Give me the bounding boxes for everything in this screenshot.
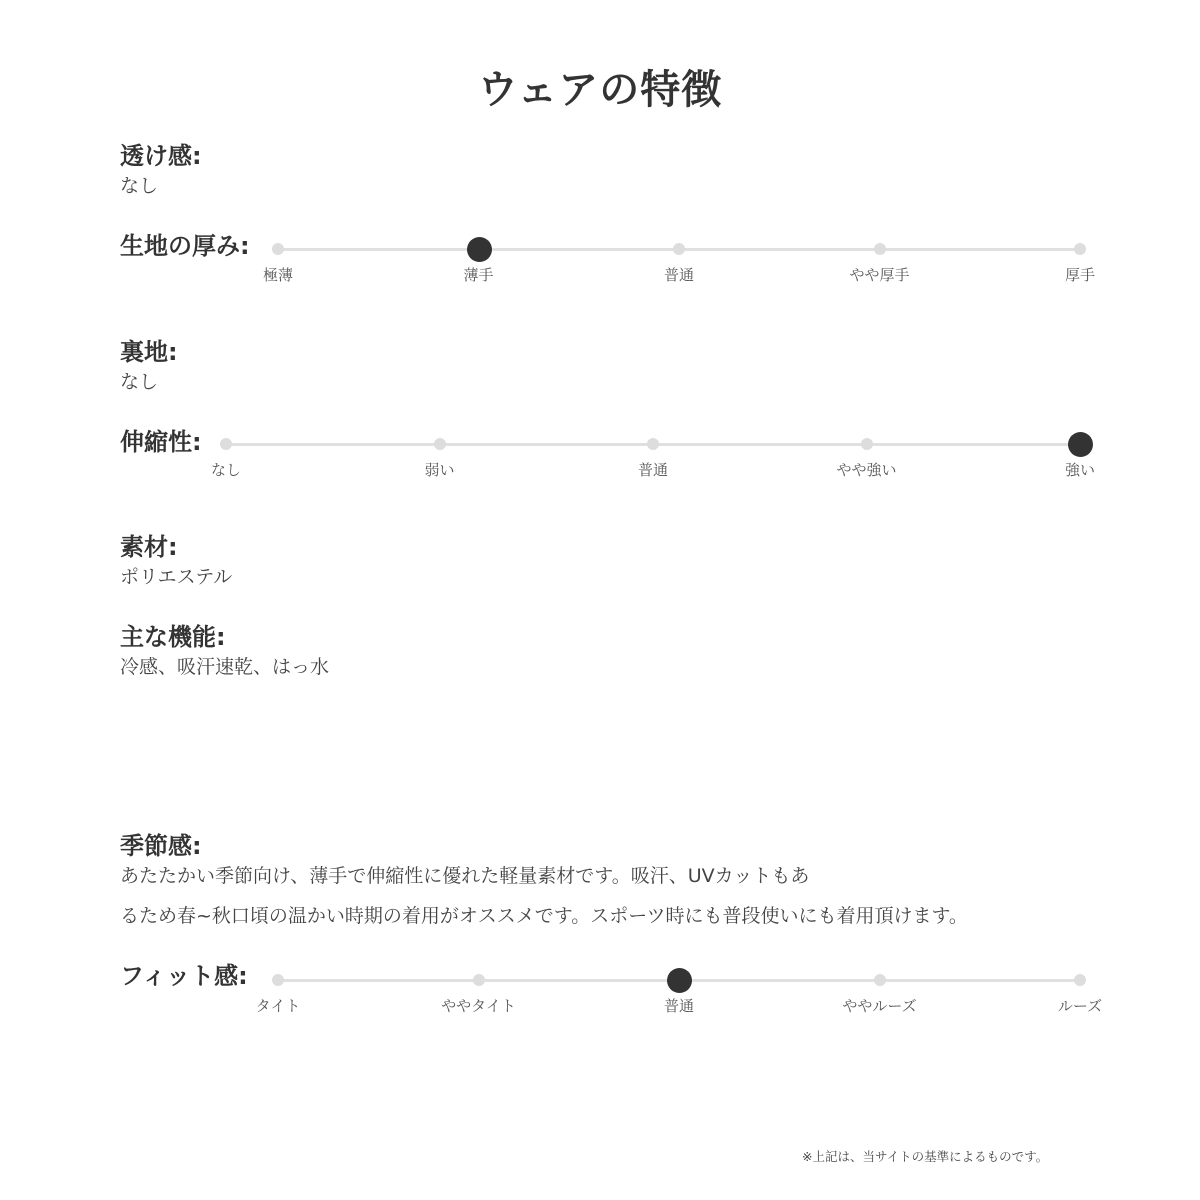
sheerness-label: 透け感: bbox=[120, 142, 202, 170]
scale-dot bbox=[861, 438, 873, 450]
scale-point-label: なし bbox=[210, 461, 241, 479]
scale-dot-active bbox=[667, 968, 692, 993]
scale-point-label: 普通 bbox=[663, 997, 694, 1015]
scale-point-label: 普通 bbox=[637, 461, 668, 479]
scale-dot bbox=[220, 438, 232, 450]
stretch-label: 伸縮性: bbox=[120, 428, 202, 456]
footnote: ※上記は、当サイトの基準によるものです。 bbox=[802, 1149, 1049, 1164]
season-text-line-1: あたたかい季節向け、薄手で伸縮性に優れた軽量素材です。吸汗、UVカットもあ bbox=[120, 865, 810, 887]
scale-point-label: 薄手 bbox=[463, 266, 494, 284]
season-label: 季節感: bbox=[120, 832, 202, 860]
functions-value: 冷感、吸汗速乾、はっ水 bbox=[120, 656, 330, 678]
scale-dot bbox=[473, 974, 485, 986]
scale-dot-active bbox=[467, 237, 492, 262]
functions-label: 主な機能: bbox=[120, 623, 226, 651]
lining-label: 裏地: bbox=[120, 338, 178, 366]
fit-label: フィット感: bbox=[120, 962, 248, 990]
scale-dot bbox=[272, 974, 284, 986]
scale-point-label: 弱い bbox=[424, 461, 455, 479]
scale-point-label: やや厚手 bbox=[849, 266, 910, 284]
stretch-scale bbox=[210, 434, 1095, 494]
scale-point-label: 普通 bbox=[663, 266, 694, 284]
scale-point-label: 厚手 bbox=[1064, 266, 1095, 284]
scale-dot bbox=[272, 243, 284, 255]
sheerness-value: なし bbox=[120, 175, 159, 197]
scale-dot-active bbox=[1068, 432, 1093, 457]
scale-dot bbox=[874, 243, 886, 255]
scale-dot bbox=[647, 438, 659, 450]
scale-dot bbox=[874, 974, 886, 986]
scale-dot bbox=[434, 438, 446, 450]
scale-dot bbox=[1074, 974, 1086, 986]
fit-scale bbox=[255, 970, 1103, 1030]
scale-point-label: ややタイト bbox=[441, 997, 516, 1015]
season-text-line-2: るため春~秋口頃の温かい時期の着用がオススメです。スポーツ時にも普段使いにも着用頂けます。 bbox=[120, 905, 968, 927]
lining-value: なし bbox=[120, 371, 159, 393]
thickness-scale bbox=[262, 239, 1095, 299]
scale-point-label: やや強い bbox=[836, 461, 897, 479]
thickness-label: 生地の厚み: bbox=[120, 232, 250, 260]
scale-dot bbox=[1074, 243, 1086, 255]
scale-point-label: 強い bbox=[1064, 461, 1095, 479]
scale-point-label: タイト bbox=[255, 997, 301, 1015]
scale-point-label: ルーズ bbox=[1057, 997, 1103, 1015]
scale-point-label: ややルーズ bbox=[842, 997, 917, 1015]
scale-dot bbox=[673, 243, 685, 255]
page-title: ウェアの特徴 bbox=[477, 67, 723, 113]
material-label: 素材: bbox=[120, 533, 178, 561]
material-value: ポリエステル bbox=[120, 566, 233, 588]
scale-point-label: 極薄 bbox=[262, 266, 293, 284]
